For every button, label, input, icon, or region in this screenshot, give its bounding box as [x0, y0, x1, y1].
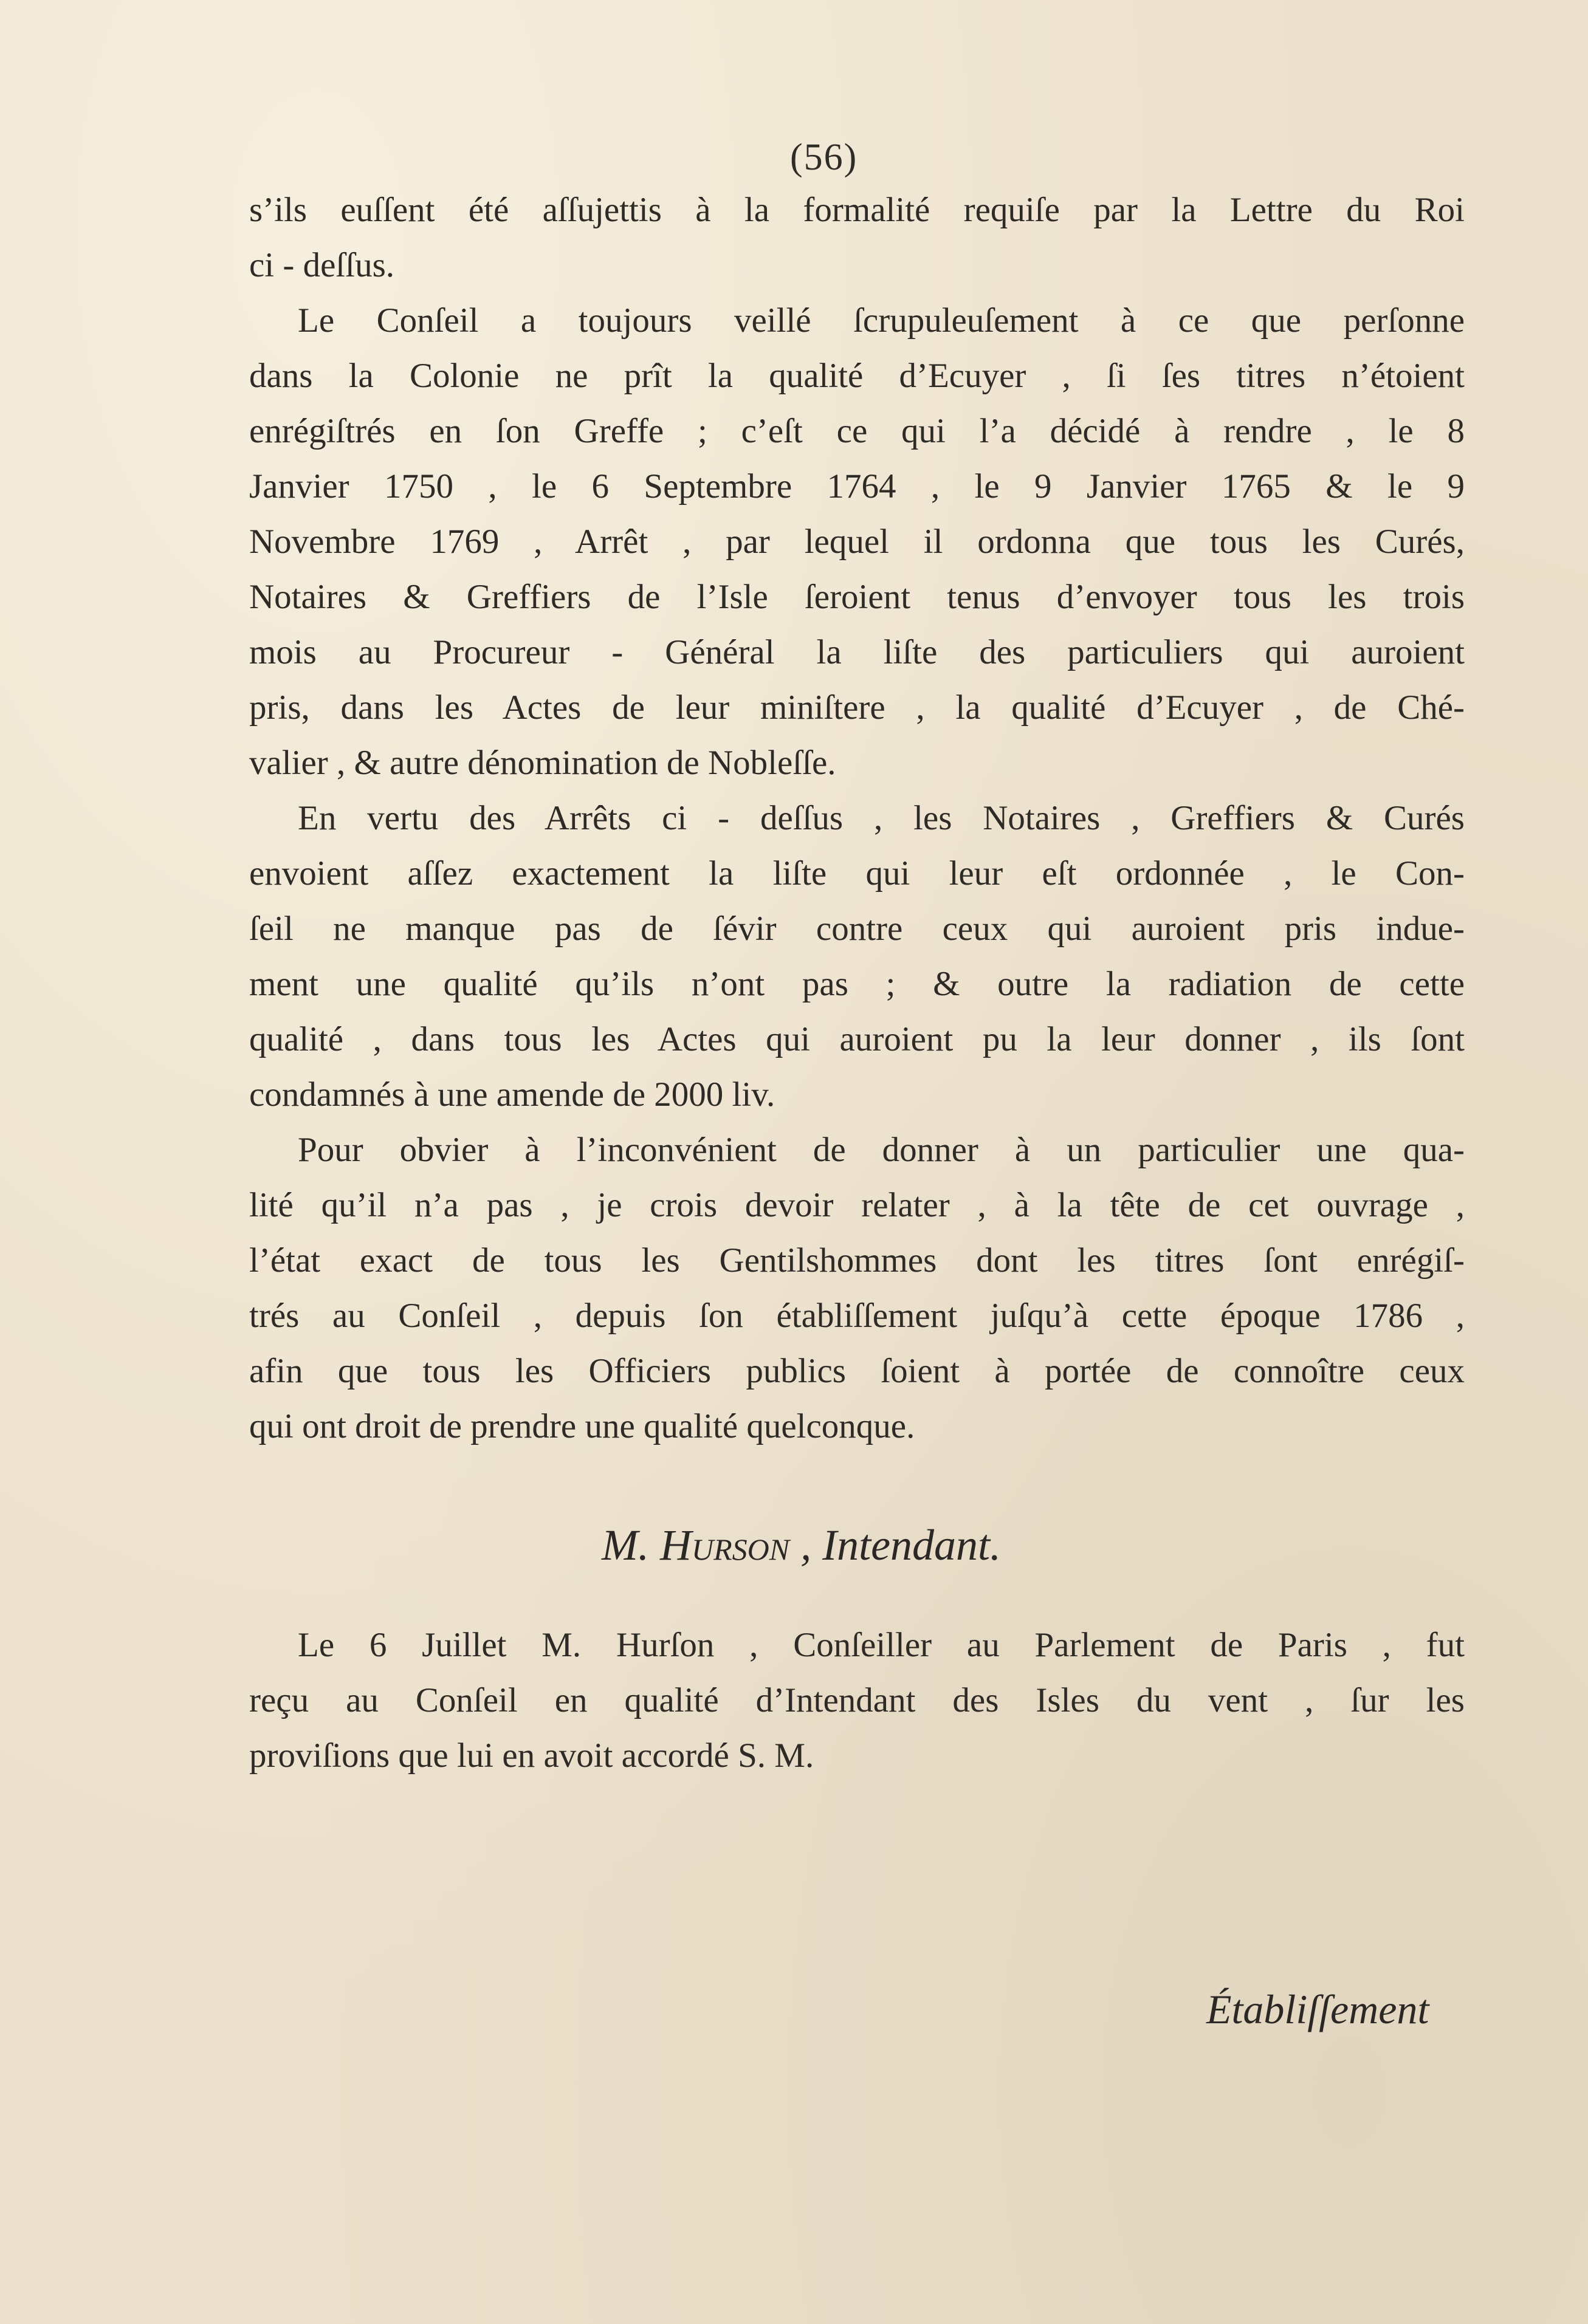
text-line: proviſions que lui en avoit accordé S. M. — [249, 1736, 814, 1775]
section-heading — [602, 1519, 1209, 1571]
text-line: condamnés à une amende de 2000 liv. — [249, 1075, 775, 1114]
text-line: mois au Procureur - Général la liſte des particuliers qui auroient — [249, 633, 1465, 671]
text-line: Le 6 Juillet M. Hurſon , Conſeiller au Parlement de Paris , fut — [298, 1626, 1465, 1664]
body-text-bottom — [249, 1617, 1465, 1783]
page-number: (56) — [790, 137, 858, 178]
text-line: ci - deſſus. — [249, 246, 395, 284]
text-line: trés au Conſeil , depuis ſon établiſſement juſqu’à cette époque 1786 , — [249, 1297, 1465, 1335]
text-line: lité qu’il n’a pas , je crois devoir relater , à la tête de cet ouvrage , — [249, 1186, 1465, 1224]
text-line: ſeil ne manque pas de ſévir contre ceux qui auroient pris indue- — [249, 910, 1465, 948]
text-line: l’état exact de tous les Gentilshommes dont les titres ſont enrégiſ- — [249, 1241, 1465, 1280]
heading-suffix: , Intendant. — [789, 1521, 1002, 1569]
text-line: qualité , dans tous les Actes qui auroient pu la leur donner , ils ſont — [249, 1020, 1465, 1058]
text-line: valier , & autre dénomination de Nobleſſe. — [249, 744, 836, 782]
body-text-top — [249, 182, 1465, 1454]
text-line: Pour obvier à l’inconvénient de donner à un particulier une qua- — [298, 1131, 1465, 1169]
heading-name: Hurson — [659, 1521, 790, 1569]
heading-prefix: M. — [602, 1521, 660, 1569]
text-line: pris, dans les Actes de leur miniſtere , la qualité d’Ecuyer , de Ché- — [249, 688, 1465, 727]
text-line: s’ils euſſent été aſſujettis à la formalité requiſe par la Lettre du Roi — [249, 191, 1465, 229]
text-line: En vertu des Arrêts ci - deſſus , les Notaires , Greffiers & Curés — [298, 799, 1465, 837]
text-line: envoient aſſez exactement la liſte qui leur eſt ordonnée , le Con- — [249, 854, 1465, 893]
text-line: Le Conſeil a toujours veillé ſcrupuleuſement à ce que perſonne — [298, 301, 1465, 340]
text-line: Novembre 1769 , Arrêt , par lequel il ordonna que tous les Curés, — [249, 523, 1465, 561]
text-line: Janvier 1750 , le 6 Septembre 1764 , le 9 Janvier 1765 & le 9 — [249, 467, 1465, 506]
catchword: Établiſſement — [1206, 1986, 1429, 2032]
text-line: qui ont droit de prendre une qualité quelconque. — [249, 1407, 915, 1445]
text-line: ment une qualité qu’ils n’ont pas ; & outre la radiation de cette — [249, 965, 1465, 1003]
text-line: afin que tous les Officiers publics ſoient à portée de connoître ceux — [249, 1352, 1465, 1390]
text-line: enrégiſtrés en ſon Greffe ; c’eſt ce qui l’a décidé à rendre , le 8 — [249, 412, 1465, 450]
text-line: dans la Colonie ne prît la qualité d’Ecuyer , ſi ſes titres n’étoient — [249, 357, 1465, 395]
text-line: reçu au Conſeil en qualité d’Intendant des Isles du vent , ſur les — [249, 1681, 1465, 1719]
text-line: Notaires & Greffiers de l’Isle ſeroient tenus d’envoyer tous les trois — [249, 578, 1465, 616]
